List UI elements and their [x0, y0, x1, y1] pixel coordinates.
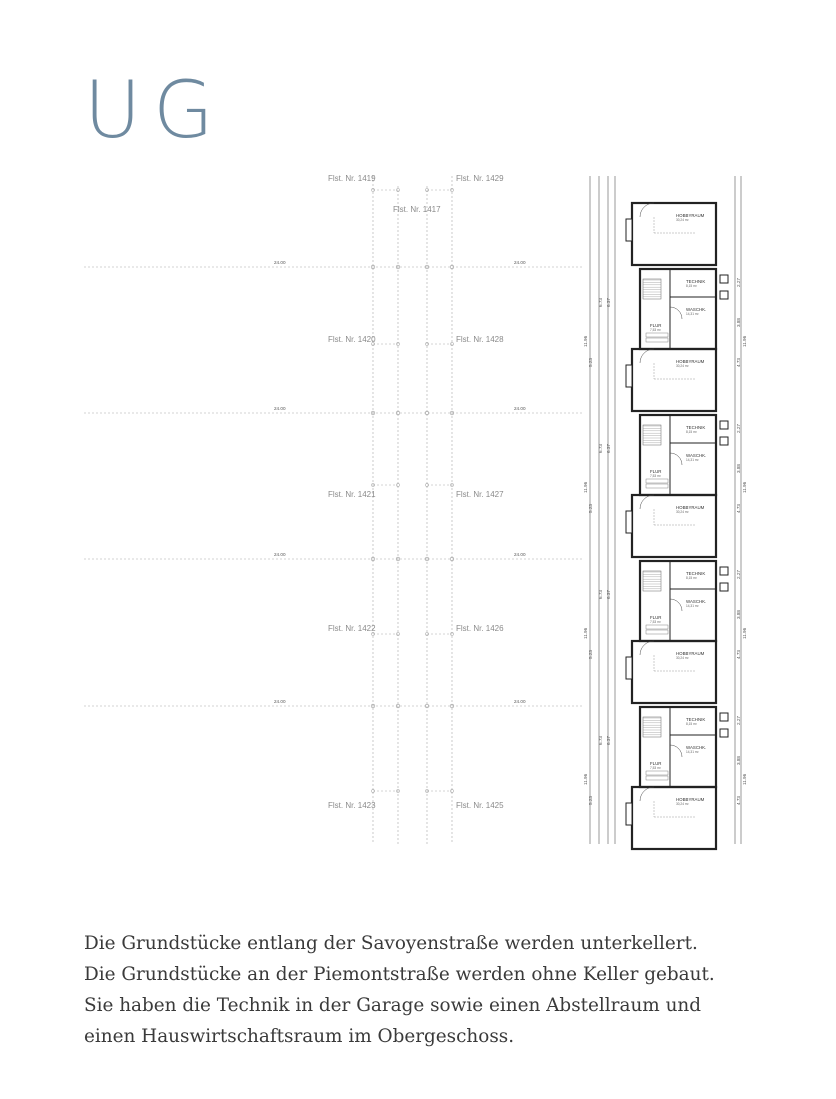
door-swing	[640, 787, 654, 801]
room-label-hobby: HOBBYRAUM	[676, 797, 705, 802]
parcel-label-right: Flst. Nr. 1428	[456, 335, 504, 344]
room-area-hobby: 30,24 m²	[676, 510, 689, 514]
window	[626, 219, 632, 241]
dimension-label: 11.96	[583, 335, 588, 347]
room-label-hobby: HOBBYRAUM	[676, 213, 705, 218]
fixture	[646, 625, 668, 629]
parcel-label-left: Flst. Nr. 1423	[328, 801, 376, 810]
room-label-flur: FLUR	[650, 761, 662, 766]
dimension-label: 3.88	[736, 756, 741, 765]
property-line-dim: 24.00	[274, 699, 286, 704]
stair	[643, 571, 661, 591]
room-area-technik: 8,15 m²	[686, 576, 697, 580]
dimension-label: 6.73	[598, 590, 603, 599]
light-well	[720, 583, 728, 591]
dimension-label: 5.23	[588, 650, 593, 659]
fixture	[646, 771, 668, 775]
property-line-dim: 24.00	[514, 406, 526, 411]
door-swing	[670, 599, 682, 611]
dimension-label: 4.73	[736, 796, 741, 805]
door-swing	[670, 745, 682, 757]
parcel-label-left: Flst. Nr. 1421	[328, 490, 376, 499]
room-area-technik: 8,15 m²	[686, 722, 697, 726]
light-well	[720, 437, 728, 445]
fixture	[646, 776, 668, 780]
dimension-label: 5.23	[588, 358, 593, 367]
property-line-dim: 24.00	[274, 552, 286, 557]
property-line-dim: 24.00	[514, 699, 526, 704]
room-label-hobby: HOBBYRAUM	[676, 505, 705, 510]
fixture	[646, 479, 668, 483]
dimension-label: 6.37	[606, 736, 611, 745]
stair	[643, 425, 661, 445]
light-well	[720, 291, 728, 299]
rowhouse-unit	[583, 561, 747, 703]
dimension-label: 3.88	[736, 610, 741, 619]
room-label-flur: FLUR	[650, 323, 662, 328]
dimension-label: 6.37	[606, 590, 611, 599]
stair	[643, 279, 661, 299]
dimension-label: 6.73	[598, 298, 603, 307]
room-label-hobby: HOBBYRAUM	[676, 651, 705, 656]
basement-floor-plan	[84, 176, 746, 844]
floor-plan-drawing	[84, 176, 746, 844]
room-area-technik: 8,15 m²	[686, 284, 697, 288]
window	[626, 803, 632, 825]
room-label-waschk: WASCHK.	[686, 307, 707, 312]
dimension-label: 11.96	[583, 773, 588, 785]
parcel-label-left: Flst. Nr. 1419	[328, 174, 376, 183]
room-area-waschk: 14,31 m²	[686, 604, 699, 608]
door-swing	[640, 641, 654, 655]
dimension-label: 3.88	[736, 318, 741, 327]
rowhouse-unit	[583, 415, 747, 557]
property-line-dim: 24.00	[274, 260, 286, 265]
light-well	[720, 421, 728, 429]
light-well	[720, 275, 728, 283]
parcel-label-right: Flst. Nr. 1426	[456, 624, 504, 633]
dimension-label: 3.88	[736, 464, 741, 473]
parcel-label-left: Flst. Nr. 1420	[328, 335, 376, 344]
fixture	[646, 333, 668, 337]
room-label-technik: TECHNIK	[686, 717, 706, 722]
window	[626, 365, 632, 387]
room-area-flur: 7,53 m²	[650, 474, 661, 478]
property-line-dim: 24.00	[274, 406, 286, 411]
dimension-label: 5.23	[588, 796, 593, 805]
dimension-label: 4.73	[736, 504, 741, 513]
property-grid-lines	[84, 176, 584, 844]
dimension-label: 11.96	[742, 335, 747, 347]
rowhouse-unit	[583, 269, 747, 411]
door-swing	[640, 495, 654, 509]
dimension-label: 6.73	[598, 444, 603, 453]
dimension-label: 4.73	[736, 358, 741, 367]
parcel-label-right: Flst. Nr. 1427	[456, 490, 504, 499]
fixture	[646, 630, 668, 634]
room-area-waschk: 14,31 m²	[686, 312, 699, 316]
room-area-hobby: 30,24 m²	[676, 364, 689, 368]
property-line-dim: 24.00	[514, 552, 526, 557]
room-label-flur: FLUR	[650, 615, 662, 620]
dimension-label: 2.27	[736, 278, 741, 287]
door-swing	[670, 453, 682, 465]
parcel-label-right: Flst. Nr. 1429	[456, 174, 504, 183]
room-area-hobby: 30,24 m²	[676, 656, 689, 660]
dimension-label: 4.73	[736, 650, 741, 659]
room-area-waschk: 14,31 m²	[686, 458, 699, 462]
dimension-label: 2.27	[736, 424, 741, 433]
dimension-label: 6.37	[606, 444, 611, 453]
door-swing	[670, 307, 682, 319]
parcel-label-center: Flst. Nr. 1417	[393, 205, 441, 214]
room-area-waschk: 14,31 m²	[686, 750, 699, 754]
dimension-label: 11.96	[583, 627, 588, 639]
dimension-label: 11.96	[583, 481, 588, 493]
light-well	[720, 567, 728, 575]
dimension-label: 2.27	[736, 716, 741, 725]
door-swing	[640, 349, 654, 363]
room-label-waschk: WASCHK.	[686, 599, 707, 604]
room-label-flur: FLUR	[650, 469, 662, 474]
fixture	[646, 338, 668, 342]
rowhouse-unit	[583, 707, 747, 849]
parcel-label-right: Flst. Nr. 1425	[456, 801, 504, 810]
room-label-waschk: WASCHK.	[686, 453, 707, 458]
dimension-label: 6.73	[598, 736, 603, 745]
room-label-technik: TECHNIK	[686, 571, 706, 576]
door-swing	[640, 203, 654, 217]
fixture	[646, 484, 668, 488]
window	[626, 657, 632, 679]
light-well	[720, 729, 728, 737]
rowhouse-unit	[626, 203, 716, 265]
dimension-label: 11.96	[742, 627, 747, 639]
room-area-flur: 7,53 m²	[650, 620, 661, 624]
parcel-labels	[328, 174, 504, 810]
window	[626, 511, 632, 533]
light-well	[720, 713, 728, 721]
dimension-label: 2.27	[736, 570, 741, 579]
building-strip	[583, 176, 747, 849]
page-title: UG	[84, 66, 226, 156]
stair	[643, 717, 661, 737]
room-area-hobby: 30,24 m²	[676, 802, 689, 806]
room-label-hobby: HOBBYRAUM	[676, 359, 705, 364]
property-line-dim: 24.00	[514, 260, 526, 265]
dimension-label: 11.96	[742, 773, 747, 785]
description-paragraph: Die Grundstücke entlang der Savoyenstraße werden unterkellert. Die Grundstücke an der Piemontstraße werden ohne Keller gebaut. Sie haben die Technik in der Garage sowie einen Abstellraum und einen Hauswirtschaftsraum im Obergeschoss.	[84, 933, 715, 1047]
room-area-hobby: 30,24 m²	[676, 218, 689, 222]
room-label-waschk: WASCHK.	[686, 745, 707, 750]
dimension-label: 5.23	[588, 504, 593, 513]
room-area-flur: 7,53 m²	[650, 766, 661, 770]
room-label-technik: TECHNIK	[686, 279, 706, 284]
parcel-label-left: Flst. Nr. 1422	[328, 624, 376, 633]
room-area-technik: 8,15 m²	[686, 430, 697, 434]
room-label-technik: TECHNIK	[686, 425, 706, 430]
dimension-label: 11.96	[742, 481, 747, 493]
dimension-label: 6.37	[606, 298, 611, 307]
room-area-flur: 7,53 m²	[650, 328, 661, 332]
